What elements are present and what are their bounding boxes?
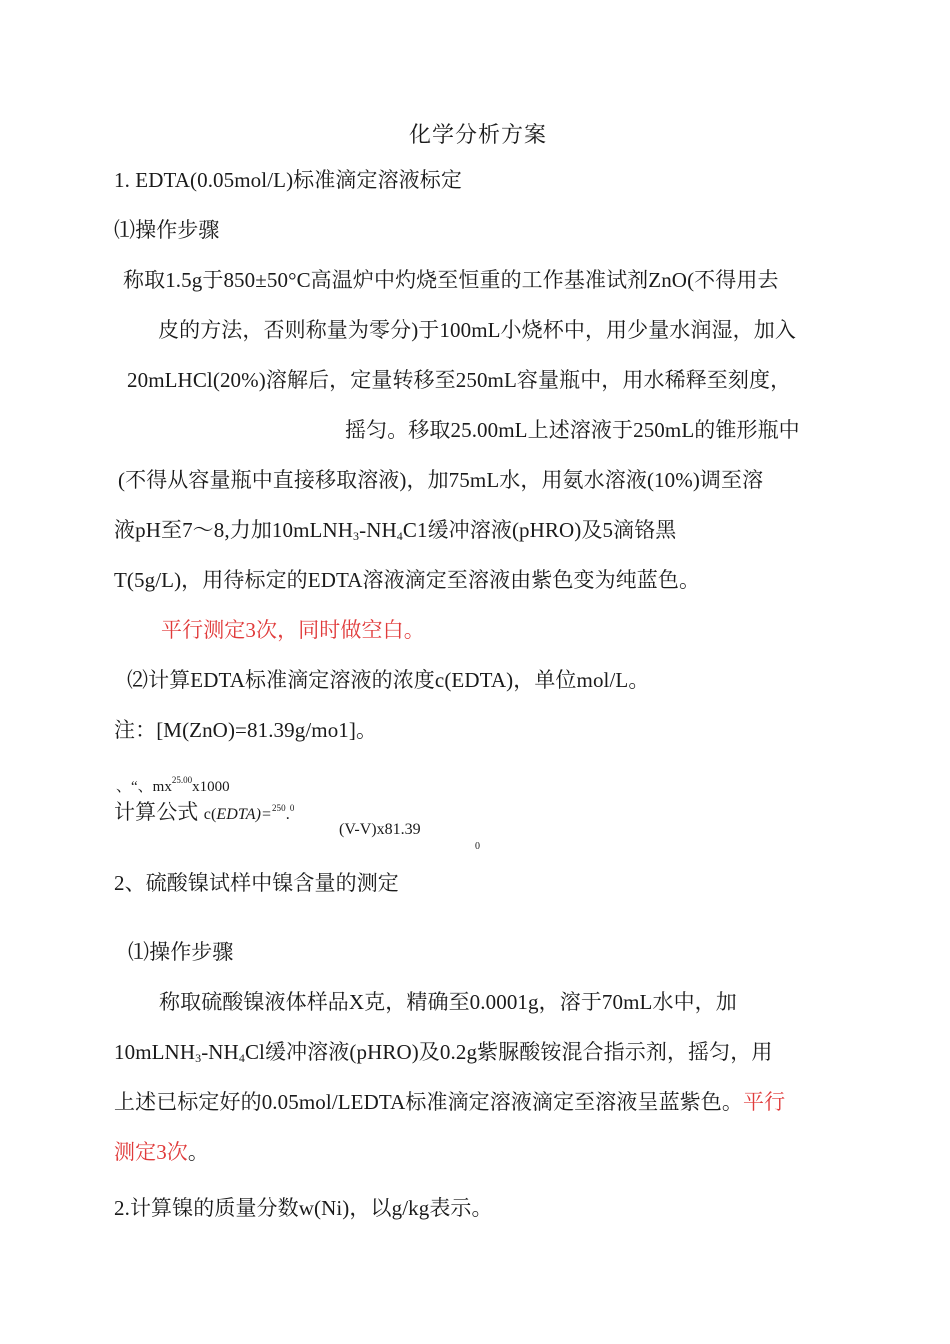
subscript-4: 4 xyxy=(396,529,403,543)
subscript-3: 3 xyxy=(353,529,360,543)
document-title: 化学分析方案 xyxy=(409,122,548,147)
formula-numerator xyxy=(116,775,230,796)
section1-procedure-line: 20mLHCl(20%)溶解后，定量转移至250mL容量瓶中，用水稀释至刻度， xyxy=(127,368,792,392)
section2-step-heading: ⑴操作步骤 xyxy=(128,940,234,964)
formula-c-dot: . xyxy=(285,806,290,823)
formula-expression xyxy=(203,803,295,823)
formula-c-sup: 250 xyxy=(271,803,286,813)
formula-top-sup: 25.00 xyxy=(171,775,193,785)
formula-c-italic: EDTA)= xyxy=(216,806,272,823)
section2-procedure-line xyxy=(114,1138,209,1166)
buffer-text-b: -NH xyxy=(359,518,397,542)
section1-heading: 1. EDTA(0.05mol/L)标准滴定溶液标定 xyxy=(114,168,462,192)
section1-procedure-line: 摇匀。移取25.00mL上述溶液于250mL的锥形瓶中 xyxy=(345,418,800,442)
section2-procedure-line xyxy=(114,1088,785,1116)
formula-c-open: c( xyxy=(203,806,217,823)
buffer2-text-c: Cl缓冲溶液(pHRO)及0.2g紫脲酸铵混合指示剂，摇匀，用 xyxy=(244,1040,773,1064)
section1-step-heading: ⑴操作步骤 xyxy=(114,218,220,242)
parallel-note-red: 平行 xyxy=(742,1090,786,1114)
procedure-text: 上述已标定好的0.05mol/LEDTA标准滴定溶液滴定至溶液呈蓝紫色。 xyxy=(114,1090,743,1114)
section2-procedure-line: 称取硫酸镍液体样品X克，精确至0.0001g，溶于70mL水中，加 xyxy=(159,990,737,1014)
buffer-text-a: 液pH至7〜8,力加10mLNH xyxy=(114,518,354,542)
section2-calc-heading: 2.计算镍的质量分数w(Ni)，以g/kg表示。 xyxy=(114,1196,493,1220)
section2-buffer-line xyxy=(114,1038,772,1066)
section1-parallel-note: 平行测定3次，同时做空白。 xyxy=(161,618,425,642)
section2-heading: 2、硫酸镍试样中镍含量的测定 xyxy=(114,871,399,895)
section1-procedure-line: (不得从容量瓶中直接移取溶液)，加75mL水，用氨水溶液(10%)调至溶 xyxy=(118,468,764,492)
section1-calc-heading: ⑵计算EDTA标准滴定溶液的浓度c(EDTA)，单位mol/L。 xyxy=(127,668,650,692)
period-text: 。 xyxy=(187,1140,210,1164)
formula-top-prefix: 、“、mx xyxy=(116,779,172,795)
parallel-count-red: 测定3次 xyxy=(114,1140,188,1164)
section1-procedure-line: 称取1.5g于850±50°C高温炉中灼烧至恒重的工作基准试剂ZnO(不得用去 xyxy=(123,268,779,292)
subscript-4: 4 xyxy=(238,1051,245,1065)
buffer-text-c: C1缓冲溶液(pHRO)及5滴铬黑 xyxy=(402,518,677,542)
section1-indicator-line: T(5g/L)，用待标定的EDTA溶液滴定至溶液由紫色变为纯蓝色。 xyxy=(114,568,701,592)
formula-c-sup2: 0 xyxy=(289,803,295,813)
formula-subscript-zero: 0 xyxy=(475,841,480,852)
formula-top-suffix: x1000 xyxy=(192,779,230,795)
formula-line xyxy=(114,798,294,829)
formula-denominator: (V-V)x81.39 xyxy=(339,821,421,838)
buffer2-text-a: 10mLNH xyxy=(114,1040,196,1064)
section1-note: 注：[M(ZnO)=81.39g/mo1]。 xyxy=(114,718,378,742)
formula-label: 计算公式 xyxy=(114,800,199,824)
subscript-3: 3 xyxy=(195,1051,202,1065)
section1-buffer-line xyxy=(114,516,676,544)
section1-procedure-line: 皮的方法，否则称量为零分)于100mL小烧杯中，用少量水润湿，加入 xyxy=(158,318,796,342)
buffer2-text-b: -NH xyxy=(201,1040,239,1064)
